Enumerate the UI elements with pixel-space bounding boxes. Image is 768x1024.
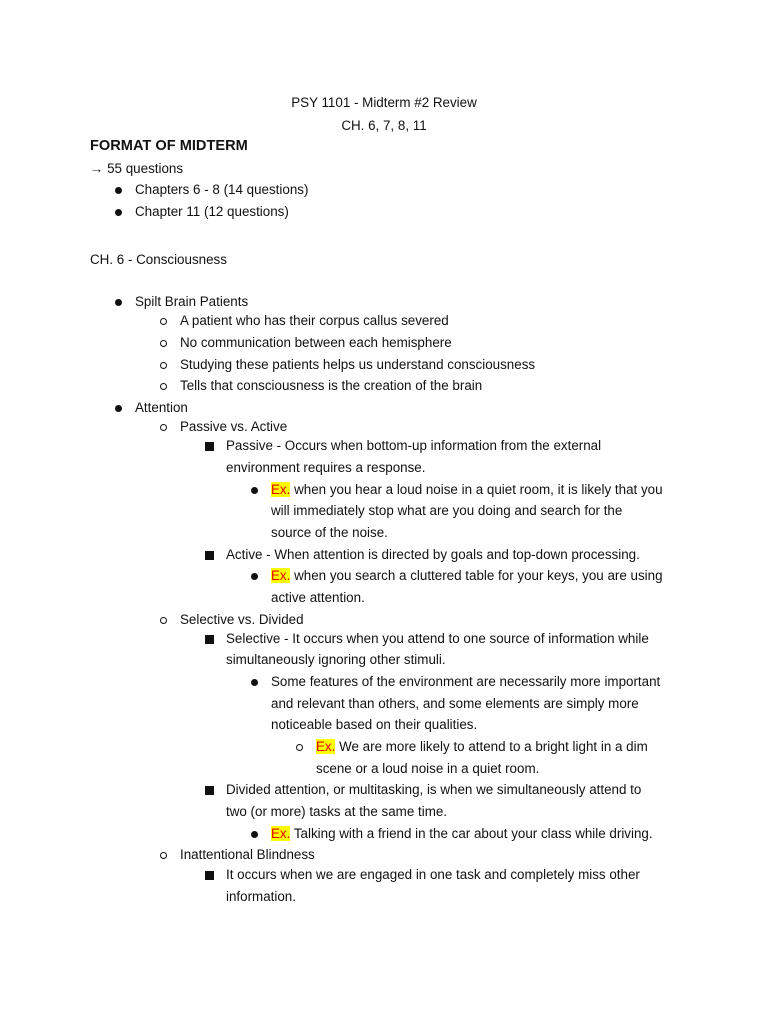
bullet-square — [202, 864, 216, 886]
inattentional-text: It occurs when we are engaged in one task and completely miss other — [226, 867, 640, 882]
bullet-square — [202, 779, 216, 801]
split-brain-label: Spilt Brain Patients — [135, 294, 249, 309]
bullet-dot — [247, 565, 261, 587]
features-text: Some features of the environment are necessarily more important — [271, 674, 661, 689]
inattentional-label: Inattentional Blindness — [180, 847, 315, 862]
divided-example: Ex. Talking with a friend in the car about your class while driving. — [271, 826, 653, 841]
bullet-dot — [247, 479, 261, 501]
example-label: Ex. — [271, 482, 291, 497]
bullet-square — [202, 628, 216, 650]
example-label: Ex. — [271, 568, 291, 583]
passive-text: environment requires a response. — [226, 460, 426, 475]
divided-text: Divided attention, or multitasking, is when we simultaneously attend to — [226, 782, 642, 797]
bullet-circle — [156, 332, 170, 354]
active-example: active attention. — [271, 590, 365, 605]
active-text: Active - When attention is directed by goals and top-down processing. — [226, 547, 640, 562]
example-label: Ex. — [316, 739, 336, 754]
bullet-circle — [156, 416, 170, 438]
bullet-dot — [247, 671, 261, 693]
features-example: Ex. We are more likely to attend to a bright light in a dim — [316, 739, 648, 754]
divided-text: two (or more) tasks at the same time. — [226, 804, 448, 819]
split-brain-item: A patient who has their corpus callus severed — [180, 313, 449, 328]
bullet-square — [202, 544, 216, 566]
bullet-circle — [156, 375, 170, 397]
bullet-dot — [111, 179, 125, 201]
example-label: Ex. — [271, 826, 291, 841]
passive-active-label: Passive vs. Active — [180, 419, 288, 434]
features-text: noticeable based on their qualities. — [271, 717, 478, 732]
inattentional-text: information. — [226, 889, 296, 904]
passive-text: Passive - Occurs when bottom-up information from the external — [226, 438, 602, 453]
format-item: Chapter 11 (12 questions) — [135, 204, 289, 219]
bullet-circle — [292, 736, 306, 758]
bullet-circle — [156, 310, 170, 332]
features-text: and relevant than others, and some elements are simply more — [271, 696, 639, 711]
bullet-circle — [156, 354, 170, 376]
attention-label: Attention — [135, 400, 188, 415]
features-example: scene or a loud noise in a quiet room. — [316, 761, 540, 776]
bullet-circle — [156, 844, 170, 866]
bullet-square — [202, 435, 216, 457]
questions-total: → 55 questions — [90, 161, 184, 176]
active-example: Ex. when you search a cluttered table for your keys, you are using — [271, 568, 663, 583]
document-title: PSY 1101 - Midterm #2 Review — [291, 95, 477, 110]
selective-text: Selective - It occurs when you attend to one source of information while — [226, 631, 649, 646]
split-brain-item: No communication between each hemisphere — [180, 335, 452, 350]
bullet-dot — [111, 291, 125, 313]
document-chapters: CH. 6, 7, 8, 11 — [341, 118, 427, 133]
split-brain-item: Tells that consciousness is the creation of the brain — [180, 378, 483, 393]
selective-divided-label: Selective vs. Divided — [180, 612, 304, 627]
split-brain-item: Studying these patients helps us understand consciousness — [180, 357, 536, 372]
bullet-circle — [156, 609, 170, 631]
selective-text: simultaneously ignoring other stimuli. — [226, 652, 446, 667]
bullet-dot — [247, 823, 261, 845]
ch6-heading: CH. 6 - Consciousness — [90, 252, 227, 267]
bullet-dot — [111, 397, 125, 419]
format-heading: FORMAT OF MIDTERM — [90, 138, 248, 154]
passive-example: source of the noise. — [271, 525, 388, 540]
format-item: Chapters 6 - 8 (14 questions) — [135, 182, 309, 197]
passive-example: Ex. when you hear a loud noise in a quiet room, it is likely that you — [271, 482, 663, 497]
passive-example: will immediately stop what are you doing and search for the — [271, 503, 623, 518]
bullet-dot — [111, 201, 125, 223]
